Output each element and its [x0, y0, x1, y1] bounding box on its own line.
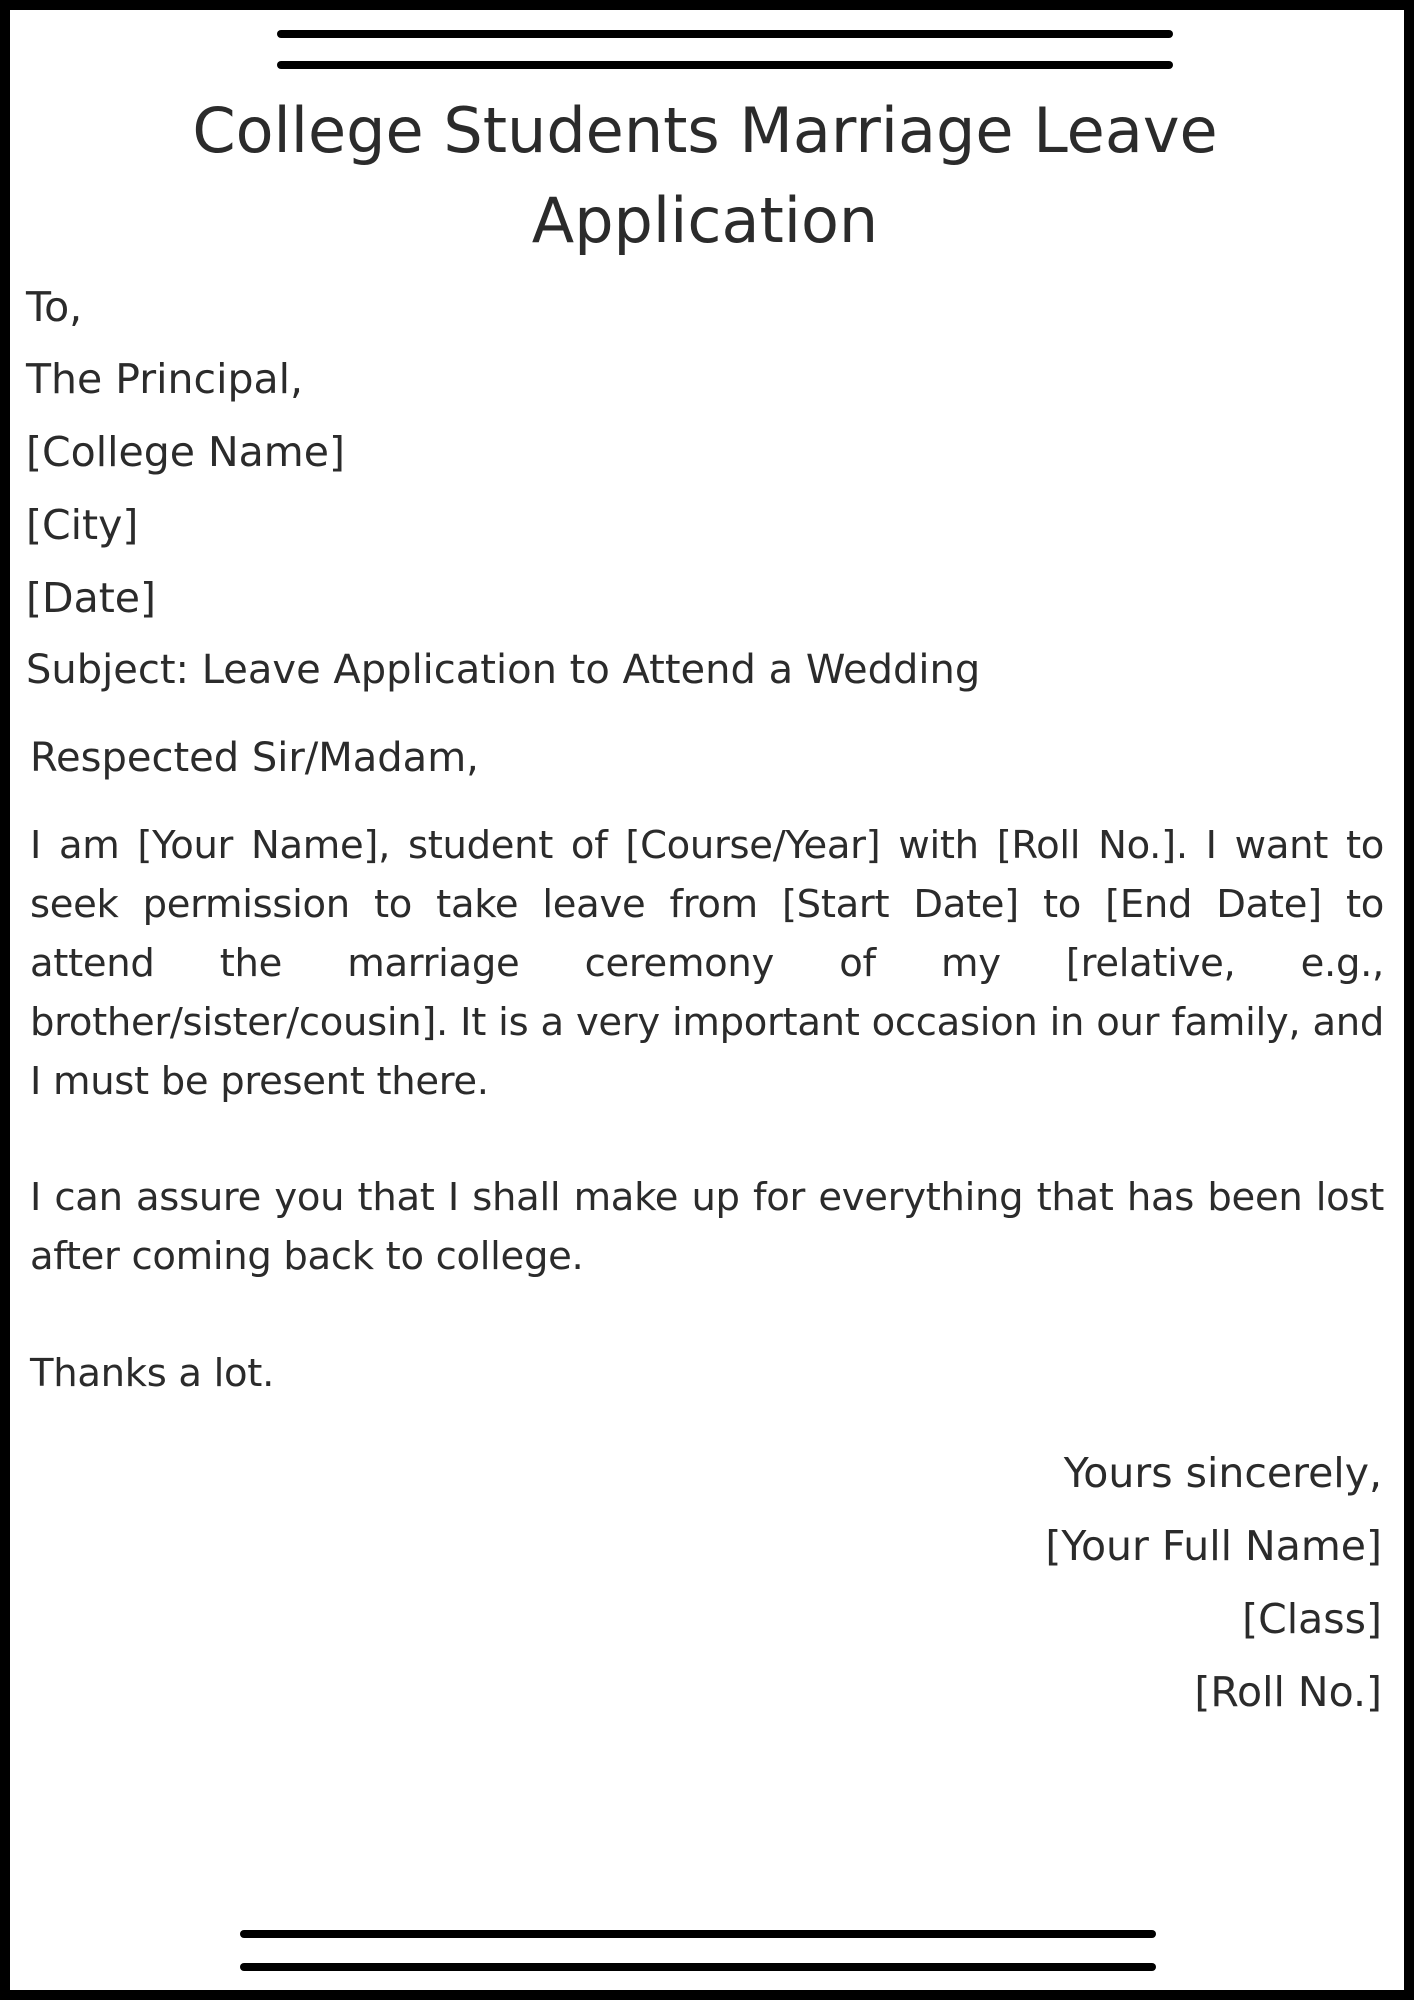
valediction: Yours sincerely, — [1063, 1449, 1382, 1497]
document-title: College Students Marriage Leave Application — [192, 94, 1218, 257]
body-paragraph: I am [Your Name], student of [Course/Year] with [Roll No.]. I want to seek permission to take leave from [Start Date] to [End Date] to attend the marriage ceremony of my [relative, e.g., brother/sister/cousin]. It is a very important occasion in our family, and I must be present there. — [30, 823, 1384, 1104]
signature-name: [Your Full Name] — [1045, 1522, 1382, 1570]
bottom-rule-lower — [240, 1963, 1156, 1971]
subject-line: Subject: Leave Application to Attend a Wedding — [26, 647, 981, 693]
bottom-rule-upper — [240, 1930, 1156, 1938]
signature-class: [Class] — [1242, 1595, 1382, 1643]
signature-roll-no: [Roll No.] — [1194, 1668, 1382, 1716]
recipient-college: [College Name] — [26, 428, 345, 476]
recipient-city: [City] — [26, 501, 139, 549]
body-paragraph: I can assure you that I shall make up for everything that has been lost after coming back to college. — [30, 1175, 1384, 1279]
recipient-designation: The Principal, — [26, 355, 304, 403]
recipient-date: [Date] — [26, 574, 156, 622]
top-rule-upper — [277, 30, 1173, 38]
body-paragraph: Thanks a lot. — [30, 1351, 275, 1396]
top-rule-lower — [277, 61, 1173, 69]
recipient-to: To, — [26, 283, 83, 331]
salutation: Respected Sir/Madam, — [30, 735, 479, 781]
